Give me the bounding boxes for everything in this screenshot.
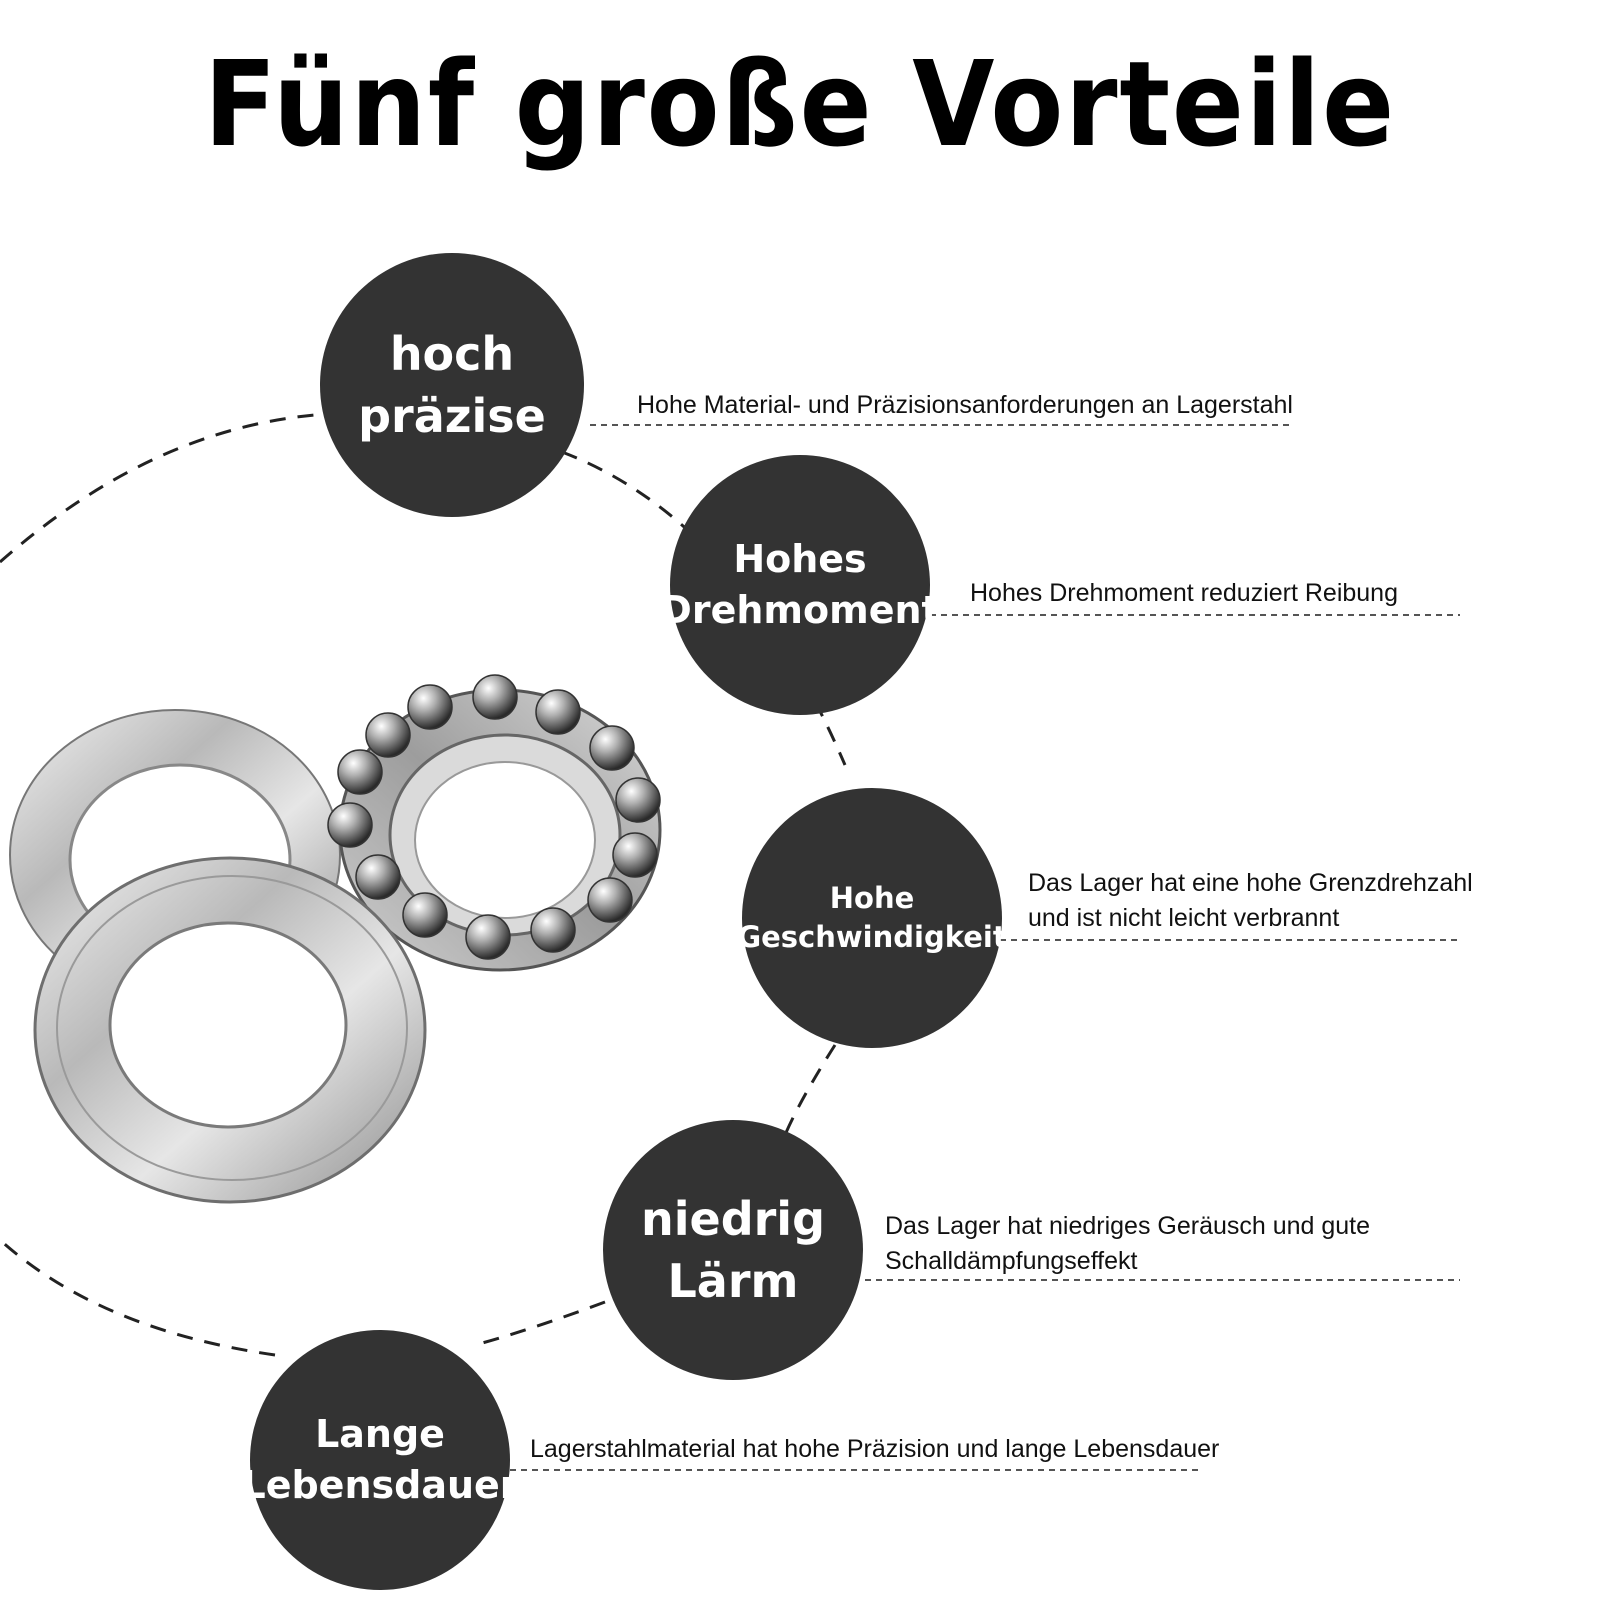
feature-description: Das Lager hat eine hohe Grenzdrehzahl und ist nicht leicht verbrannt: [1028, 869, 1473, 932]
feature-title-hohes-drehmoment: Hohes Drehmoment: [660, 536, 940, 632]
feature-title-niedrig-laerm: niedrig Lärm: [640, 1191, 826, 1308]
feature-description: Lagerstahlmaterial hat hohe Präzision und lange Lebensdauer: [530, 1435, 1220, 1463]
feature-title-lange-lebensdauer: Lange Lebensdauer: [241, 1411, 519, 1507]
bearing-image: [10, 675, 660, 1202]
feature-description: Hohes Drehmoment reduziert Reibung: [970, 579, 1398, 607]
feature-description: Hohe Material- und Präzisionsanforderungen an Lagerstahl: [637, 391, 1293, 419]
feature-title-hohe-geschwindigkeit: Hohe Geschwindigkeit: [737, 880, 1007, 954]
page-title: Fünf große Vorteile: [204, 35, 1396, 173]
feature-description: Das Lager hat niedriges Geräusch und gute Schalldämpfungseffekt: [885, 1212, 1371, 1275]
feature-title-hoch-praezise: hoch präzise: [358, 326, 546, 443]
